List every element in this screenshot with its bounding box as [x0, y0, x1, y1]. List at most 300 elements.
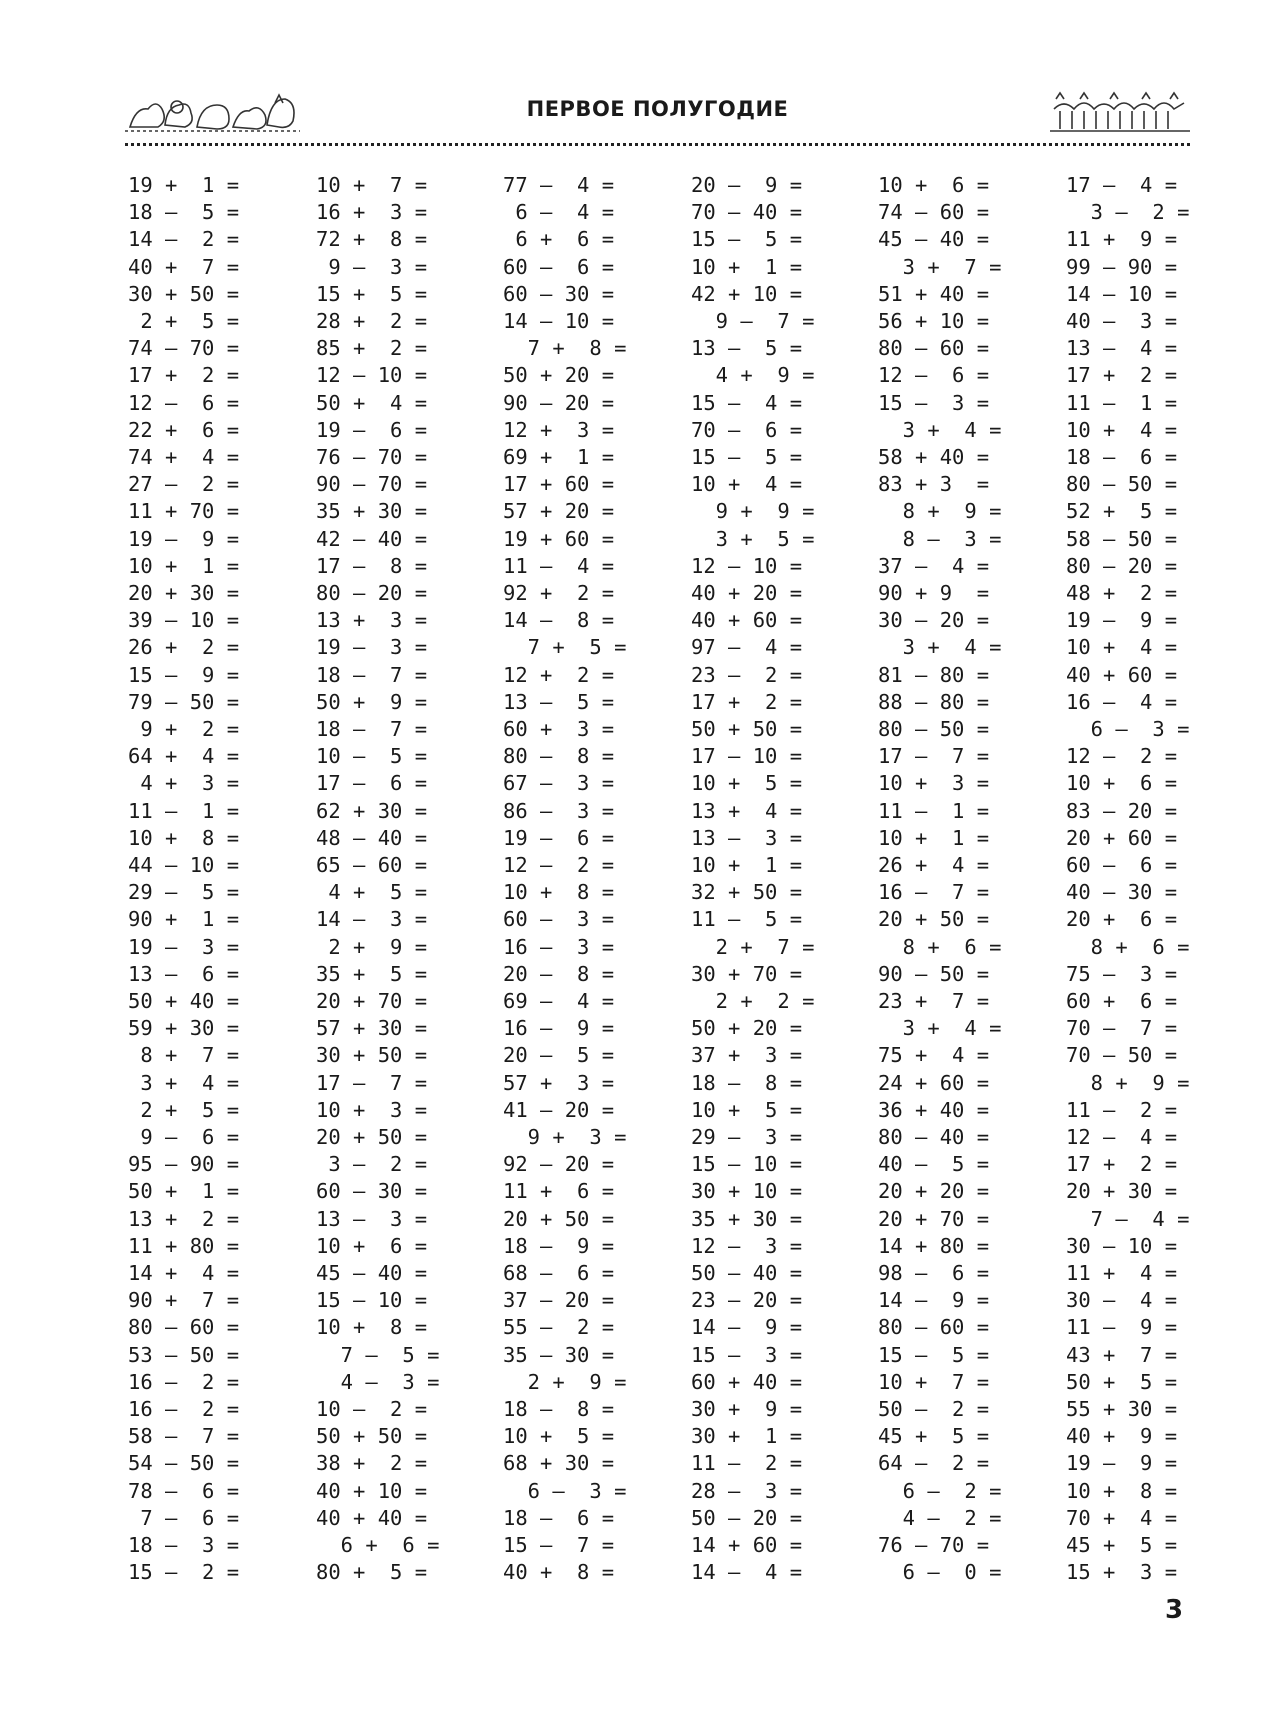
exercise-item: 13 + 4 = — [691, 798, 803, 823]
exercise-item: 6 – 4 = — [503, 200, 615, 225]
exercise-item: 72 + 8 = — [316, 227, 428, 252]
exercise-item: 10 + 1 = — [691, 853, 803, 877]
exercise-item: 50 – 40 = — [691, 1261, 803, 1285]
exercise-item: 40 – 3 = — [1066, 309, 1178, 333]
exercise-item: 77 – 4 = — [503, 173, 615, 197]
exercise-item: 53 – 50 = — [128, 1342, 240, 1367]
exercise-item: 86 – 3 = — [503, 798, 615, 823]
exercise-item: 10 + 7 = — [878, 1369, 990, 1394]
exercise-item: 10 + 8 = — [503, 880, 615, 905]
exercise-item: 35 – 30 = — [503, 1342, 615, 1367]
exercise-item: 50 + 5 = — [1066, 1369, 1178, 1394]
exercise-item: 11 – 2 = — [691, 1451, 803, 1476]
exercise-item: 44 – 10 = — [128, 853, 240, 877]
exercise-item: 70 – 7 = — [1066, 1016, 1178, 1041]
exercise-item: 18 – 3 = — [128, 1533, 240, 1557]
exercise-item: 67 – 3 = — [503, 771, 615, 796]
exercise-item: 7 – 5 = — [316, 1342, 440, 1367]
exercise-item: 40 + 8 = — [503, 1560, 615, 1585]
exercise-item: 95 – 90 = — [128, 1152, 240, 1177]
exercise-item: 83 + 3 = — [878, 472, 990, 497]
exercise-item: 13 – 5 = — [503, 689, 615, 714]
exercise-item: 40 + 9 = — [1066, 1424, 1178, 1449]
exercise-item: 10 + 6 = — [316, 1233, 428, 1258]
exercise-item: 99 – 90 = — [1066, 254, 1178, 279]
exercise-item: 9 – 3 = — [316, 254, 428, 279]
exercise-item: 48 + 2 = — [1066, 581, 1178, 605]
exercise-item: 23 – 20 = — [691, 1288, 803, 1313]
exercise-item: 51 + 40 = — [878, 281, 990, 306]
exercise-item: 90 + 7 = — [128, 1288, 240, 1313]
exercise-item: 16 + 3 = — [316, 200, 428, 225]
exercise-item: 6 – 3 = — [1066, 717, 1190, 741]
exercise-item: 15 – 3 = — [878, 390, 990, 415]
exercise-item: 10 + 6 = — [878, 173, 990, 197]
exercise-item: 60 – 3 = — [503, 907, 615, 932]
exercise-item: 13 – 3 = — [691, 825, 803, 850]
exercise-item: 50 + 40 = — [128, 989, 240, 1013]
exercise-item: 19 – 6 = — [316, 417, 428, 442]
exercise-item: 20 + 50 = — [316, 1125, 428, 1149]
exercise-item: 14 + 80 = — [878, 1233, 990, 1258]
exercise-item: 79 – 50 = — [128, 689, 240, 714]
exercise-item: 85 + 2 = — [316, 336, 428, 361]
exercise-item: 30 + 1 = — [691, 1424, 803, 1449]
exercise-item: 7 + 5 = — [503, 635, 627, 660]
exercise-item: 6 – 0 = — [878, 1560, 1002, 1585]
exercise-item: 59 + 30 = — [128, 1016, 240, 1041]
exercise-item: 16 – 7 = — [878, 880, 990, 905]
exercise-item: 18 – 5 = — [128, 200, 240, 225]
exercise-item: 10 + 8 = — [316, 1315, 428, 1340]
exercise-item: 69 + 1 = — [503, 445, 615, 469]
exercise-item: 50 – 2 = — [878, 1397, 990, 1421]
exercise-item: 10 + 8 = — [1066, 1478, 1178, 1503]
exercise-item: 14 – 10 = — [503, 309, 615, 333]
exercise-item: 68 – 6 = — [503, 1261, 615, 1285]
exercise-item: 17 – 4 = — [1066, 173, 1178, 197]
exercise-item: 80 – 60 = — [878, 336, 990, 361]
exercise-item: 10 + 1 = — [128, 553, 240, 578]
exercise-item: 28 – 3 = — [691, 1478, 803, 1503]
exercise-item: 40 + 60 = — [1066, 662, 1178, 687]
exercise-item: 11 – 1 = — [878, 798, 990, 823]
exercise-item: 10 + 5 = — [691, 771, 803, 796]
exercise-item: 55 – 2 = — [503, 1315, 615, 1340]
exercise-item: 13 – 5 = — [691, 336, 803, 361]
exercise-item: 40 + 40 = — [316, 1505, 428, 1530]
exercise-item: 10 + 1 = — [878, 825, 990, 850]
exercise-item: 15 – 5 = — [691, 445, 803, 469]
exercise-item: 29 – 3 = — [691, 1125, 803, 1149]
exercise-item: 70 – 50 = — [1066, 1043, 1178, 1068]
exercise-item: 17 + 2 = — [128, 363, 240, 388]
exercise-item: 18 – 7 = — [316, 662, 428, 687]
exercise-item: 68 + 30 = — [503, 1451, 615, 1476]
exercise-item: 17 – 7 = — [316, 1070, 428, 1095]
exercise-item: 83 – 20 = — [1066, 798, 1178, 823]
exercise-item: 62 + 30 = — [316, 798, 428, 823]
exercise-item: 10 + 4 = — [1066, 417, 1178, 442]
exercise-item: 60 – 6 = — [503, 254, 615, 279]
exercise-item: 23 – 2 = — [691, 662, 803, 687]
exercise-item: 70 + 4 = — [1066, 1505, 1178, 1530]
exercise-item: 10 + 3 = — [316, 1097, 428, 1122]
exercise-item: 10 + 4 = — [691, 472, 803, 497]
exercise-item: 90 + 9 = — [878, 581, 990, 605]
exercise-item: 18 – 6 = — [1066, 445, 1178, 469]
exercise-item: 16 – 2 = — [128, 1397, 240, 1421]
exercise-item: 15 + 3 = — [1066, 1560, 1178, 1585]
exercise-item: 37 – 20 = — [503, 1288, 615, 1313]
exercise-item: 32 + 50 = — [691, 880, 803, 905]
exercise-item: 76 – 70 = — [878, 1533, 990, 1557]
exercise-item: 20 + 50 = — [878, 907, 990, 932]
exercise-item: 30 – 10 = — [1066, 1233, 1178, 1258]
exercise-item: 57 + 3 = — [503, 1070, 615, 1095]
exercise-item: 16 – 9 = — [503, 1016, 615, 1041]
exercise-item: 18 – 9 = — [503, 1233, 615, 1258]
exercise-item: 7 + 8 = — [503, 336, 627, 361]
exercise-item: 48 – 40 = — [316, 825, 428, 850]
exercise-item: 43 + 7 = — [1066, 1342, 1178, 1367]
exercise-item: 11 + 80 = — [128, 1233, 240, 1258]
exercise-item: 36 + 40 = — [878, 1097, 990, 1122]
exercise-item: 69 – 4 = — [503, 989, 615, 1013]
exercise-item: 14 – 2 = — [128, 227, 240, 252]
exercise-item: 10 – 5 = — [316, 744, 428, 769]
exercise-item: 4 – 2 = — [878, 1505, 1002, 1530]
exercise-item: 20 + 30 = — [128, 581, 240, 605]
exercise-item: 27 – 2 = — [128, 472, 240, 497]
exercise-item: 15 – 4 = — [691, 390, 803, 415]
exercise-item: 10 + 4 = — [1066, 635, 1178, 660]
exercise-item: 80 + 5 = — [316, 1560, 428, 1585]
exercise-item: 8 + 9 = — [878, 499, 1002, 524]
exercise-item: 19 – 9 = — [1066, 608, 1178, 633]
exercise-item: 74 + 4 = — [128, 445, 240, 469]
exercise-item: 19 – 9 = — [1066, 1451, 1178, 1476]
exercise-item: 92 + 2 = — [503, 581, 615, 605]
exercise-item: 11 + 6 = — [503, 1179, 615, 1204]
exercise-item: 60 + 40 = — [691, 1369, 803, 1394]
exercise-item: 35 + 5 = — [316, 961, 428, 986]
exercise-item: 10 + 5 = — [691, 1097, 803, 1122]
exercise-item: 6 – 2 = — [878, 1478, 1002, 1503]
exercise-item: 9 + 3 = — [503, 1125, 627, 1149]
exercise-item: 18 – 8 = — [503, 1397, 615, 1421]
exercise-item: 14 – 10 = — [1066, 281, 1178, 306]
exercise-item: 65 – 60 = — [316, 853, 428, 877]
exercise-item: 17 – 10 = — [691, 744, 803, 769]
exercise-item: 45 – 40 = — [878, 227, 990, 252]
exercise-item: 2 + 9 = — [316, 934, 428, 959]
exercise-item: 30 + 50 = — [316, 1043, 428, 1068]
exercise-item: 37 + 3 = — [691, 1043, 803, 1068]
exercise-item: 17 + 2 = — [1066, 363, 1178, 388]
exercise-item: 20 + 20 = — [878, 1179, 990, 1204]
exercise-item: 15 – 10 = — [316, 1288, 428, 1313]
exercise-item: 74 – 70 = — [128, 336, 240, 361]
exercise-item: 3 + 4 = — [878, 417, 1002, 442]
exercise-item: 15 – 5 = — [691, 227, 803, 252]
exercise-item: 35 + 30 = — [691, 1206, 803, 1231]
exercise-item: 11 – 9 = — [1066, 1315, 1178, 1340]
exercise-item: 50 + 1 = — [128, 1179, 240, 1204]
exercise-item: 11 – 4 = — [503, 553, 615, 578]
exercise-item: 16 – 4 = — [1066, 689, 1178, 714]
exercise-item: 40 – 5 = — [878, 1152, 990, 1177]
exercise-item: 88 – 80 = — [878, 689, 990, 714]
exercise-item: 3 – 2 = — [1066, 200, 1190, 225]
exercise-item: 18 – 8 = — [691, 1070, 803, 1095]
exercise-item: 2 + 5 = — [128, 1097, 240, 1122]
exercise-item: 15 – 7 = — [503, 1533, 615, 1557]
exercise-item: 64 + 4 = — [128, 744, 240, 769]
exercise-item: 20 + 60 = — [1066, 825, 1178, 850]
exercise-item: 8 + 9 = — [1066, 1070, 1190, 1095]
exercise-item: 8 – 3 = — [878, 526, 1002, 551]
exercise-item: 15 – 3 = — [691, 1342, 803, 1367]
exercise-item: 76 – 70 = — [316, 445, 428, 469]
exercise-item: 15 + 5 = — [316, 281, 428, 306]
exercise-item: 70 – 6 = — [691, 417, 803, 442]
exercise-item: 45 + 5 = — [878, 1424, 990, 1449]
exercise-item: 60 + 6 = — [1066, 989, 1178, 1013]
exercise-item: 39 – 10 = — [128, 608, 240, 633]
exercise-item: 2 + 2 = — [691, 989, 815, 1013]
exercise-item: 11 – 1 = — [128, 798, 240, 823]
exercise-item: 17 – 6 = — [316, 771, 428, 796]
exercise-item: 12 – 2 = — [503, 853, 615, 877]
exercise-item: 90 + 1 = — [128, 907, 240, 932]
page-number: 3 — [1165, 1595, 1184, 1625]
exercise-item: 10 – 2 = — [316, 1397, 428, 1421]
exercise-item: 40 – 30 = — [1066, 880, 1178, 905]
exercise-item: 60 – 6 = — [1066, 853, 1178, 877]
exercise-item: 11 + 70 = — [128, 499, 240, 524]
exercise-item: 80 – 60 = — [128, 1315, 240, 1340]
exercise-item: 50 + 50 = — [691, 717, 803, 741]
exercise-item: 9 – 7 = — [691, 309, 815, 333]
exercise-item: 24 + 60 = — [878, 1070, 990, 1095]
exercise-item: 10 + 5 = — [503, 1424, 615, 1449]
exercise-item: 42 – 40 = — [316, 526, 428, 551]
exercise-item: 17 + 2 = — [691, 689, 803, 714]
exercise-item: 56 + 10 = — [878, 309, 990, 333]
exercise-item: 16 – 3 = — [503, 934, 615, 959]
exercise-item: 20 – 5 = — [503, 1043, 615, 1068]
exercise-item: 90 – 20 = — [503, 390, 615, 415]
exercise-item: 9 – 6 = — [128, 1125, 240, 1149]
exercise-item: 20 + 6 = — [1066, 907, 1178, 932]
exercise-item: 30 + 9 = — [691, 1397, 803, 1421]
exercise-item: 35 + 30 = — [316, 499, 428, 524]
exercise-item: 75 – 3 = — [1066, 961, 1178, 986]
exercise-item: 10 + 8 = — [128, 825, 240, 850]
exercise-item: 14 – 9 = — [691, 1315, 803, 1340]
exercise-item: 19 – 9 = — [128, 526, 240, 551]
exercise-item: 70 – 40 = — [691, 200, 803, 225]
exercise-item: 80 – 20 = — [316, 581, 428, 605]
exercise-item: 60 – 30 = — [503, 281, 615, 306]
exercise-item: 30 – 20 = — [878, 608, 990, 633]
exercise-item: 38 + 2 = — [316, 1451, 428, 1476]
exercise-item: 3 – 2 = — [316, 1152, 428, 1177]
exercise-item: 15 – 10 = — [691, 1152, 803, 1177]
exercise-item: 41 – 20 = — [503, 1097, 615, 1122]
exercise-item: 10 + 7 = — [316, 173, 428, 197]
exercise-item: 2 + 9 = — [503, 1369, 627, 1394]
exercise-item: 20 + 50 = — [503, 1206, 615, 1231]
exercise-item: 18 – 7 = — [316, 717, 428, 741]
exercise-item: 19 + 60 = — [503, 526, 615, 551]
exercise-item: 6 + 6 = — [316, 1533, 440, 1557]
exercise-item: 19 + 1 = — [128, 173, 240, 197]
exercise-item: 14 – 3 = — [316, 907, 428, 932]
exercise-item: 20 + 30 = — [1066, 1179, 1178, 1204]
exercise-item: 98 – 6 = — [878, 1261, 990, 1285]
exercise-item: 22 + 6 = — [128, 417, 240, 442]
exercise-item: 11 – 1 = — [1066, 390, 1178, 415]
exercise-item: 10 + 1 = — [691, 254, 803, 279]
exercise-item: 97 – 4 = — [691, 635, 803, 660]
exercise-item: 26 + 4 = — [878, 853, 990, 877]
exercise-item: 12 – 3 = — [691, 1233, 803, 1258]
exercise-item: 80 – 50 = — [1066, 472, 1178, 497]
exercise-item: 58 – 7 = — [128, 1424, 240, 1449]
exercise-item: 40 + 60 = — [691, 608, 803, 633]
exercise-item: 80 – 20 = — [1066, 553, 1178, 578]
exercise-item: 8 + 6 = — [1066, 934, 1190, 959]
exercise-item: 12 – 2 = — [1066, 744, 1178, 769]
exercise-item: 17 + 2 = — [1066, 1152, 1178, 1177]
exercise-item: 57 + 20 = — [503, 499, 615, 524]
exercise-item: 26 + 2 = — [128, 635, 240, 660]
exercise-item: 40 + 20 = — [691, 581, 803, 605]
exercise-item: 50 + 20 = — [503, 363, 615, 388]
exercise-item: 57 + 30 = — [316, 1016, 428, 1041]
exercise-item: 28 + 2 = — [316, 309, 428, 333]
exercise-item: 4 + 3 = — [128, 771, 240, 796]
exercise-item: 10 + 6 = — [1066, 771, 1178, 796]
exercise-item: 6 + 6 = — [503, 227, 615, 252]
exercise-item: 19 – 3 = — [128, 934, 240, 959]
exercise-item: 14 + 4 = — [128, 1261, 240, 1285]
exercise-item: 74 – 60 = — [878, 200, 990, 225]
exercise-item: 50 + 20 = — [691, 1016, 803, 1041]
exercise-item: 60 – 30 = — [316, 1179, 428, 1204]
exercise-item: 3 + 4 = — [128, 1070, 240, 1095]
exercise-item: 19 – 3 = — [316, 635, 428, 660]
exercise-item: 16 – 2 = — [128, 1369, 240, 1394]
exercise-item: 75 + 4 = — [878, 1043, 990, 1068]
exercise-item: 29 – 5 = — [128, 880, 240, 905]
exercise-item: 40 + 10 = — [316, 1478, 428, 1503]
exercise-item: 3 + 7 = — [878, 254, 1002, 279]
exercise-item: 9 + 2 = — [128, 717, 240, 741]
exercise-item: 58 + 40 = — [878, 445, 990, 469]
exercise-item: 50 + 4 = — [316, 390, 428, 415]
exercise-item: 3 + 5 = — [691, 526, 815, 551]
exercise-item: 17 – 8 = — [316, 553, 428, 578]
exercise-item: 13 + 2 = — [128, 1206, 240, 1231]
exercise-item: 54 – 50 = — [128, 1451, 240, 1476]
header-divider — [125, 143, 1190, 146]
exercise-item: 80 – 60 = — [878, 1315, 990, 1340]
exercise-item: 11 – 2 = — [1066, 1097, 1178, 1122]
exercise-item: 80 – 50 = — [878, 717, 990, 741]
exercise-item: 37 – 4 = — [878, 553, 990, 578]
exercise-item: 52 + 5 = — [1066, 499, 1178, 524]
exercise-item: 45 + 5 = — [1066, 1533, 1178, 1557]
exercise-item: 8 + 7 = — [128, 1043, 240, 1068]
exercise-item: 20 + 70 = — [316, 989, 428, 1013]
exercise-item: 8 + 6 = — [878, 934, 1002, 959]
exercise-item: 55 + 30 = — [1066, 1397, 1178, 1421]
exercise-item: 92 – 20 = — [503, 1152, 615, 1177]
exercise-item: 14 – 4 = — [691, 1560, 803, 1585]
exercise-item: 90 – 50 = — [878, 961, 990, 986]
exercise-item: 9 + 9 = — [691, 499, 815, 524]
exercise-item: 58 – 50 = — [1066, 526, 1178, 551]
exercise-item: 15 – 2 = — [128, 1560, 240, 1585]
exercise-item: 4 – 3 = — [316, 1369, 440, 1394]
exercise-item: 20 – 8 = — [503, 961, 615, 986]
exercise-item: 42 + 10 = — [691, 281, 803, 306]
exercise-item: 2 + 7 = — [691, 934, 815, 959]
exercise-item: 10 + 3 = — [878, 771, 990, 796]
page-title: ПЕРВОЕ ПОЛУГОДИЕ — [526, 97, 789, 121]
exercise-item: 15 – 9 = — [128, 662, 240, 687]
exercise-item: 12 – 10 = — [316, 363, 428, 388]
exercise-item: 20 + 70 = — [878, 1206, 990, 1231]
exercise-item: 90 – 70 = — [316, 472, 428, 497]
exercise-item: 12 + 3 = — [503, 417, 615, 442]
cats-illustration-icon — [1050, 87, 1190, 135]
exercise-item: 78 – 6 = — [128, 1478, 240, 1503]
exercise-item: 6 – 3 = — [503, 1478, 627, 1503]
exercise-item: 17 – 7 = — [878, 744, 990, 769]
exercise-item: 50 + 9 = — [316, 689, 428, 714]
exercise-item: 18 – 6 = — [503, 1505, 615, 1530]
exercise-item: 12 – 6 = — [128, 390, 240, 415]
exercise-item: 40 + 7 = — [128, 254, 240, 279]
exercise-item: 11 + 4 = — [1066, 1261, 1178, 1285]
exercise-item: 19 – 6 = — [503, 825, 615, 850]
exercise-item: 13 – 3 = — [316, 1206, 428, 1231]
exercise-item: 14 – 8 = — [503, 608, 615, 633]
exercise-item: 30 + 70 = — [691, 961, 803, 986]
exercise-item: 50 + 50 = — [316, 1424, 428, 1449]
exercise-item: 45 – 40 = — [316, 1261, 428, 1285]
exercise-item: 12 + 2 = — [503, 662, 615, 687]
exercise-item: 23 + 7 = — [878, 989, 990, 1013]
exercise-item: 2 + 5 = — [128, 309, 240, 333]
exercise-item: 13 + 3 = — [316, 608, 428, 633]
exercise-item: 7 – 4 = — [1066, 1206, 1190, 1231]
exercise-item: 30 + 10 = — [691, 1179, 803, 1204]
exercise-item: 60 + 3 = — [503, 717, 615, 741]
exercise-item: 81 – 80 = — [878, 662, 990, 687]
exercise-item: 12 – 4 = — [1066, 1125, 1178, 1149]
exercise-item: 30 – 4 = — [1066, 1288, 1178, 1313]
exercise-item: 11 + 9 = — [1066, 227, 1178, 252]
exercise-item: 14 – 9 = — [878, 1288, 990, 1313]
exercise-item: 14 + 60 = — [691, 1533, 803, 1557]
page-header — [125, 82, 1190, 142]
exercise-item: 7 – 6 = — [128, 1505, 240, 1530]
